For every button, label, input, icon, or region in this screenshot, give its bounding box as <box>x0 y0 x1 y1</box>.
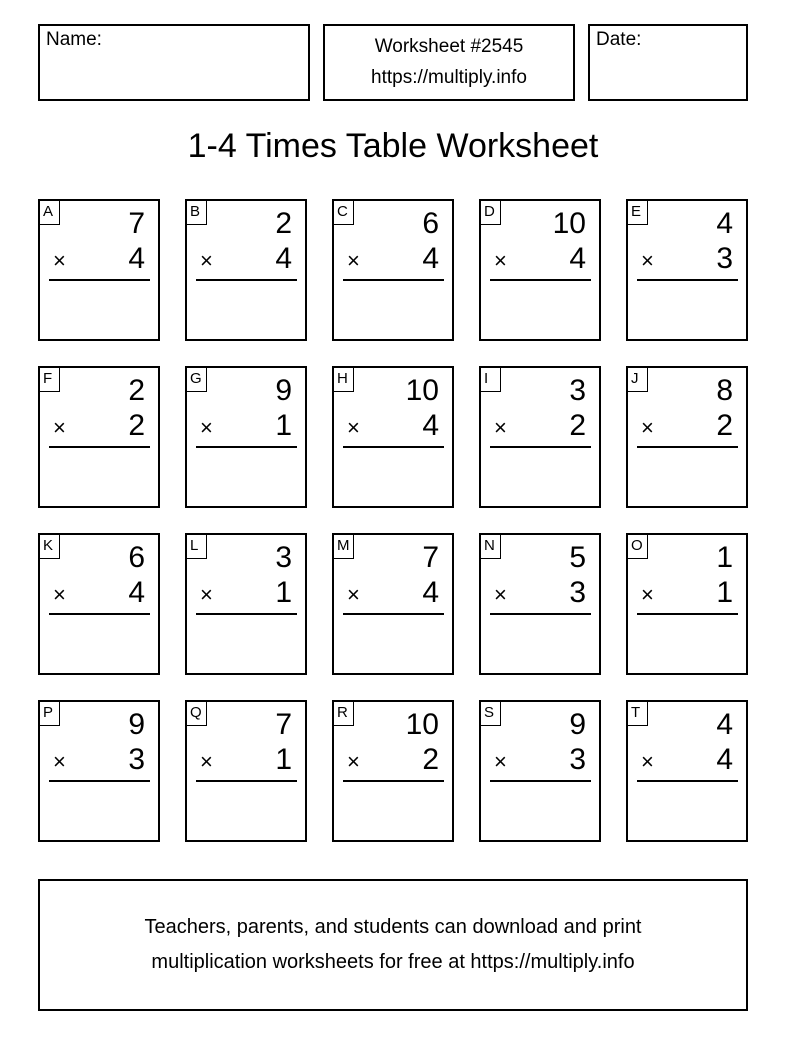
problem-card <box>479 366 601 508</box>
problem-letter: S <box>481 702 501 726</box>
problem-letter: C <box>334 201 354 225</box>
problem-card <box>479 700 601 842</box>
problem-multiplicand: 3 <box>569 374 586 407</box>
problem-multiplicand: 6 <box>422 207 439 240</box>
problem-multiplicand: 10 <box>405 708 439 741</box>
multiply-sign: × <box>494 582 507 607</box>
problem-letter: G <box>187 368 207 392</box>
problem-multiplier: 2 <box>716 409 733 442</box>
multiply-sign: × <box>494 749 507 774</box>
problem-letter: R <box>334 702 354 726</box>
problem-multiplicand: 3 <box>275 541 292 574</box>
problem-multiplier: 4 <box>716 743 733 776</box>
problem-letter: M <box>334 535 354 559</box>
worksheet-url: https://multiply.info <box>371 67 527 88</box>
problem-letter: H <box>334 368 354 392</box>
footer-line-1: Teachers, parents, and students can download and print <box>144 916 642 938</box>
multiply-sign: × <box>347 248 360 273</box>
problem-multiplier: 1 <box>275 576 292 609</box>
footer-note <box>38 879 748 1011</box>
multiply-sign: × <box>494 415 507 440</box>
multiply-sign: × <box>53 415 66 440</box>
name-field-box <box>38 24 310 101</box>
problem-letter: Q <box>187 702 207 726</box>
answer-line <box>637 446 738 448</box>
problem-card <box>38 700 160 842</box>
multiply-sign: × <box>200 415 213 440</box>
problem-multiplier: 3 <box>128 743 145 776</box>
multiply-sign: × <box>347 415 360 440</box>
problem-card <box>626 533 748 675</box>
answer-line <box>196 279 297 281</box>
date-field-box <box>588 24 748 101</box>
problem-multiplicand: 1 <box>716 541 733 574</box>
worksheet-id-box <box>323 24 575 101</box>
problem-card <box>626 199 748 341</box>
problem-multiplier: 3 <box>716 242 733 275</box>
answer-line <box>490 780 591 782</box>
problem-multiplicand: 6 <box>128 541 145 574</box>
problem-letter: J <box>628 368 648 392</box>
problem-card <box>332 366 454 508</box>
multiply-sign: × <box>200 248 213 273</box>
problem-multiplicand: 9 <box>275 374 292 407</box>
problem-multiplicand: 7 <box>422 541 439 574</box>
answer-line <box>49 279 150 281</box>
problem-multiplier: 4 <box>275 242 292 275</box>
multiply-sign: × <box>53 582 66 607</box>
problem-card <box>185 533 307 675</box>
problem-card <box>479 199 601 341</box>
problem-multiplier: 1 <box>275 409 292 442</box>
problem-multiplier: 1 <box>275 743 292 776</box>
multiply-sign: × <box>641 582 654 607</box>
multiply-sign: × <box>200 749 213 774</box>
answer-line <box>637 780 738 782</box>
problem-multiplicand: 2 <box>275 207 292 240</box>
multiply-sign: × <box>641 248 654 273</box>
problem-card <box>185 199 307 341</box>
problem-multiplier: 1 <box>716 576 733 609</box>
problem-multiplicand: 10 <box>405 374 439 407</box>
footer-line-2: multiplication worksheets for free at https://multiply.info <box>151 951 635 973</box>
problem-multiplicand: 2 <box>128 374 145 407</box>
multiply-sign: × <box>641 415 654 440</box>
answer-line <box>343 279 444 281</box>
problem-multiplier: 4 <box>128 576 145 609</box>
problem-multiplier: 2 <box>422 743 439 776</box>
answer-line <box>343 613 444 615</box>
answer-line <box>196 446 297 448</box>
problem-multiplicand: 7 <box>128 207 145 240</box>
problem-multiplicand: 9 <box>569 708 586 741</box>
problem-multiplier: 3 <box>569 576 586 609</box>
problem-letter: T <box>628 702 648 726</box>
problem-card <box>332 199 454 341</box>
multiply-sign: × <box>494 248 507 273</box>
answer-line <box>49 613 150 615</box>
multiply-sign: × <box>200 582 213 607</box>
problem-multiplier: 4 <box>128 242 145 275</box>
problem-letter: P <box>40 702 60 726</box>
problem-letter: B <box>187 201 207 225</box>
problem-multiplier: 4 <box>422 242 439 275</box>
answer-line <box>490 613 591 615</box>
problem-card <box>38 533 160 675</box>
page-title: 1-4 Times Table Worksheet <box>187 127 599 165</box>
problem-multiplier: 2 <box>128 409 145 442</box>
multiply-sign: × <box>347 749 360 774</box>
problem-multiplicand: 4 <box>716 708 733 741</box>
answer-line <box>49 446 150 448</box>
problem-multiplier: 2 <box>569 409 586 442</box>
answer-line <box>637 279 738 281</box>
problem-multiplier: 3 <box>569 743 586 776</box>
problem-card <box>332 533 454 675</box>
answer-line <box>637 613 738 615</box>
answer-line <box>196 780 297 782</box>
answer-line <box>490 446 591 448</box>
problem-multiplicand: 5 <box>569 541 586 574</box>
problem-card <box>479 533 601 675</box>
answer-line <box>490 279 591 281</box>
problem-letter: F <box>40 368 60 392</box>
problem-card <box>185 366 307 508</box>
problem-card <box>626 366 748 508</box>
multiply-sign: × <box>347 582 360 607</box>
problem-multiplicand: 7 <box>275 708 292 741</box>
problem-multiplier: 4 <box>569 242 586 275</box>
answer-line <box>343 446 444 448</box>
problem-multiplicand: 4 <box>716 207 733 240</box>
multiply-sign: × <box>53 749 66 774</box>
multiply-sign: × <box>641 749 654 774</box>
answer-line <box>49 780 150 782</box>
problem-letter: A <box>40 201 60 225</box>
problem-letter: L <box>187 535 207 559</box>
problem-letter: I <box>481 368 501 392</box>
problem-multiplicand: 8 <box>716 374 733 407</box>
problem-card <box>332 700 454 842</box>
problem-multiplier: 4 <box>422 409 439 442</box>
problem-letter: D <box>481 201 501 225</box>
problem-card <box>626 700 748 842</box>
problem-multiplicand: 10 <box>552 207 586 240</box>
problem-multiplicand: 9 <box>128 708 145 741</box>
problem-letter: O <box>628 535 648 559</box>
problem-card <box>38 199 160 341</box>
answer-line <box>343 780 444 782</box>
name-label: Name: <box>46 29 102 50</box>
problem-letter: N <box>481 535 501 559</box>
multiply-sign: × <box>53 248 66 273</box>
worksheet-number: Worksheet #2545 <box>374 36 524 57</box>
date-label: Date: <box>596 29 642 50</box>
answer-line <box>196 613 297 615</box>
problem-letter: K <box>40 535 60 559</box>
problem-card <box>185 700 307 842</box>
problem-card <box>38 366 160 508</box>
problem-multiplier: 4 <box>422 576 439 609</box>
problem-letter: E <box>628 201 648 225</box>
